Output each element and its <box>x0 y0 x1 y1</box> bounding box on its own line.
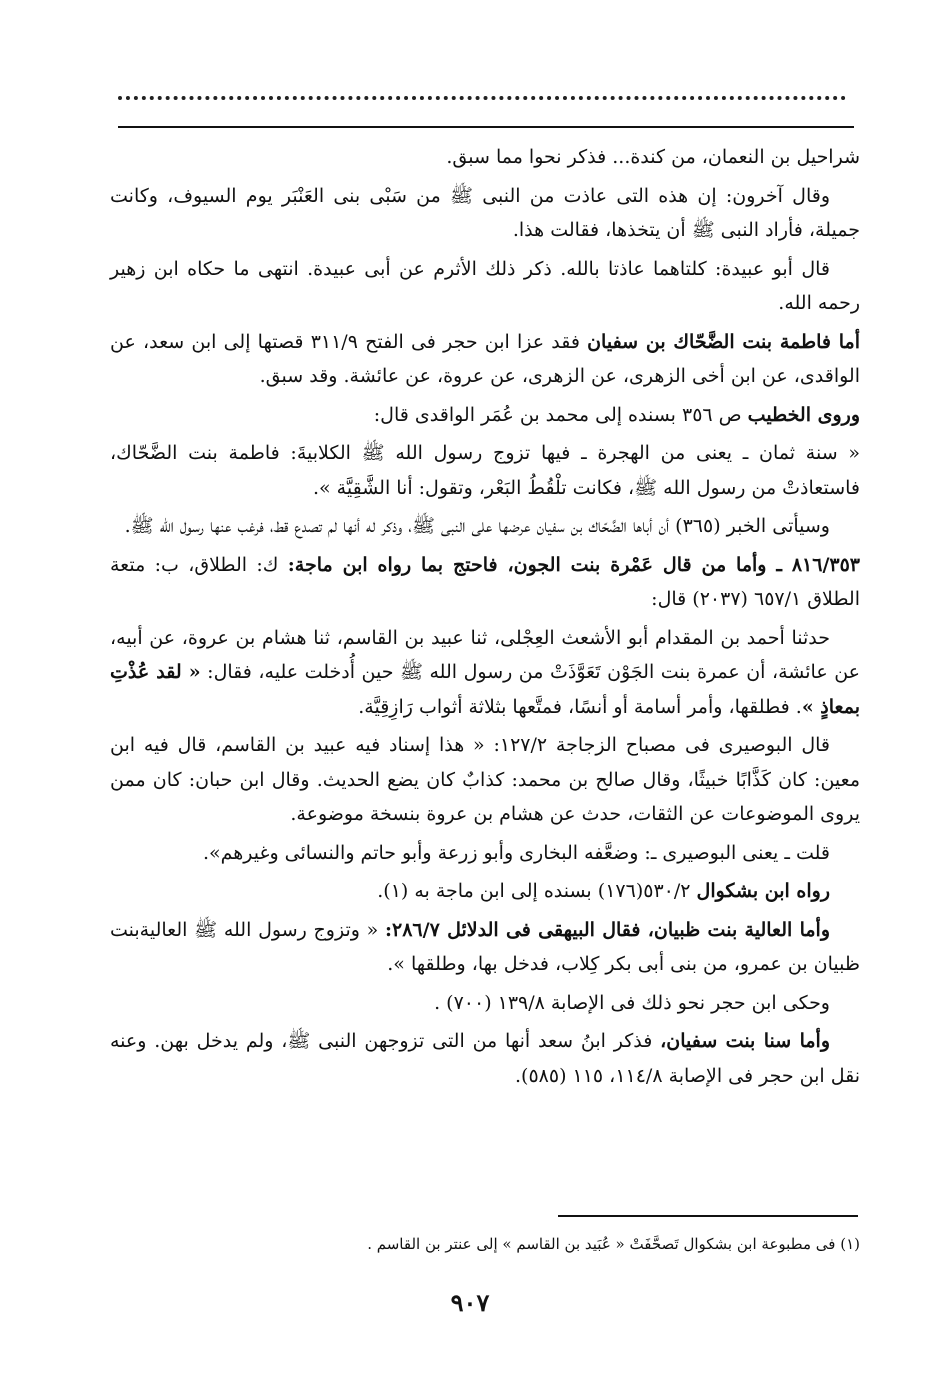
paragraph: قال البوصيرى فى مصباح الزجاجة ١٢٧/٢: « هذا إسناد فيه عبيد بن القاسم، قال فيه ابن معين: كان كَذَّابًا خبيثًا، وقال صالح بن محمد: كذابٌ كان يضع الحديث. وقال ابن حبان: كان ممن يروى الموضوعات عن الثقات، حدث عن هشام بن عروة بنسخة موضوعة. <box>110 734 860 825</box>
paragraph: حدثنا أحمد بن المقدام أبو الأشعث العِجْلى، ثنا عبيد بن القاسم، ثنا هشام بن عروة، عن أبيه، عن عائشة، أن عمرة بنت الجَوْن تَعَوَّذَتْ من رسول الله ﷺ حين أُدخلت عليه، فقال: « لقد عُذْتِ بمعاذٍ ». فطلقها، وأمر أسامة أو أنسًا، فمتَّعها بثلاثة أثواب رَازِقِيَّة. <box>110 626 860 718</box>
paragraph: قال أبو عبيدة: كلتاهما عاذتا بالله. ذكر ذلك الأثرم عن أبى عبيدة. انتهى ما حكاه ابن زهير رحمه الله. <box>110 257 860 314</box>
footnote: (١) فى مطبوعة ابن بشكوال تَصحَّفَتْ « عُبَيد بن القاسم » إلى عنتر بن القاسم . <box>367 1235 860 1253</box>
main-text <box>110 140 860 1097</box>
paragraph: وأما سنا بنت سفيان، فذكر ابنُ سعد أنها من التى تزوجهن النبى ﷺ، ولم يدخل بهن. وعنه نقل ابن حجر فى الإصابة ١١٤/٨، ١١٥ (٥٨٥). <box>110 1030 860 1087</box>
paragraph: قلت ـ يعنى البوصيرى ـ: وضعَّفه البخارى وأبو زرعة وأبو حاتم والنسائى وغيرهم». <box>202 841 830 864</box>
paragraph: وأما العالية بنت ظبيان، فقال البيهقى فى الدلائل ٢٨٦/٧: « وتزوج رسول الله ﷺ العاليةبنت ظبيان بن عمرو، من بنى أبى بكر كِلاب، فدخل بها، وطلقها ». <box>110 918 860 975</box>
page-number: ٩٠٧ <box>450 1288 490 1317</box>
paragraph: رواه ابن بشكوال ٥٣٠/٢(١٧٦) بسنده إلى ابن ماجة به (١). <box>377 880 830 902</box>
entry-heading: ٨١٦/٣٥٣ ـ وأما من قال عَمْرة بنت الجون، فاحتج بما رواه ابن ماجة: ك: الطلاق، ب: متعة الطلاق ٦٥٧/١ (٢٠٣٧) قال: <box>110 553 860 610</box>
header-dotted-line <box>118 96 846 112</box>
paragraph: شراحيل بن النعمان، من كندة... فذكر نحوا مما سبق. <box>446 146 860 168</box>
paragraph: وحكى ابن حجر نحو ذلك فى الإصابة ١٣٩/٨ (٧٠٠) . <box>434 991 830 1014</box>
footnote-rule <box>558 1215 858 1217</box>
paragraph: أما فاطمة بنت الضَّحّاك بن سفيان فقد عزا ابن حجر فى الفتح ٣١١/٩ قصتها إلى ابن سعد، عن الواقدى، عن ابن أخى الزهرى، عن الزهرى، عن عروة، عن عائشة. وقد سبق. <box>110 330 860 387</box>
quote-paragraph: « سنة ثمان ـ يعنى من الهجرة ـ فيها تزوج رسول الله ﷺ الكلابيةَ: فاطمة بنت الضَّحّاك، فاستعاذتْ من رسول الله ﷺ، فكانت تلْقُطُ البَعْر، وتقول: أنا الشَّقِيَّة ». <box>110 442 860 499</box>
paragraph: وروى الخطيب ص ٣٥٦ بسنده إلى محمد بن عُمَر الواقدى قال: <box>373 403 860 426</box>
header-rule <box>118 126 854 128</box>
paragraph: وسيأتى الخبر (٣٦٥) أن أباها الضَّحّاك بن سفيان عرضها على النبى ﷺ، وذكر له أنها لم تصدع قط، فرغب عنها رسول الله ﷺ. <box>124 515 830 537</box>
paragraph: وقال آخرون: إن هذه التى عاذت من النبى ﷺ من سَبْى بنى العَنْبَر يوم السيوف، وكانت جميلة، فأراد النبى ﷺ أن يتخذها، فقالت هذا. <box>110 184 860 241</box>
